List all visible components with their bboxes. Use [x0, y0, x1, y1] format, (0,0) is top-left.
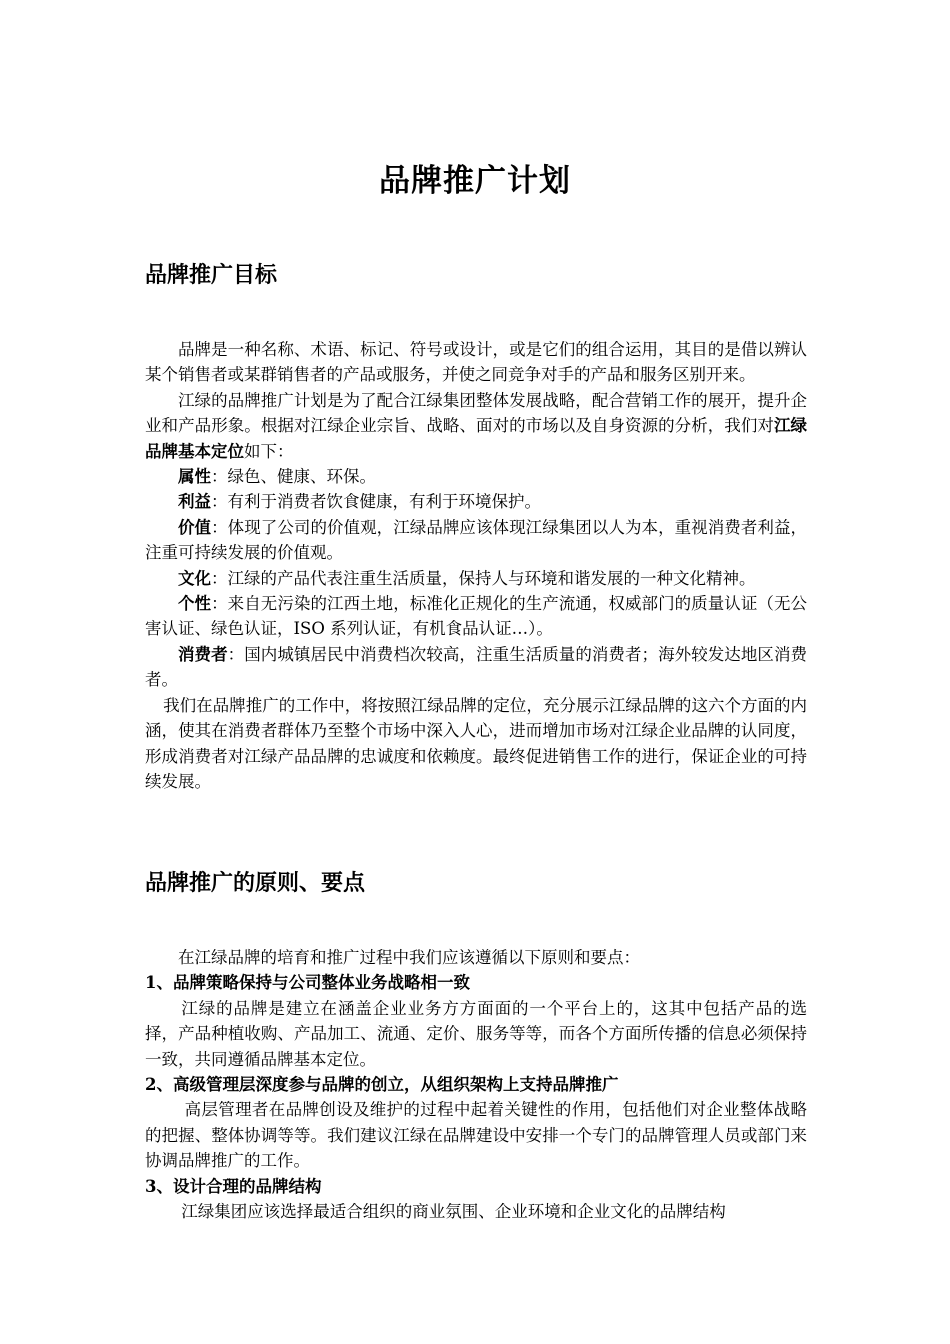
item-label: 价值 — [178, 517, 212, 537]
paragraph-text: 江绿的品牌推广计划是为了配合江绿集团整体发展战略，配合营销工作的展开，提升企业和产品形象。根据对江绿企业宗旨、战略、面对的市场以及自身资源的分析，我们对 — [145, 390, 807, 436]
item-sep: ： — [211, 517, 228, 537]
section-heading-principles: 品牌推广的原则、要点 — [145, 871, 366, 896]
paragraph: 品牌是一种名称、术语、标记、符号或设计，或是它们的组合运用，其目的是借以辨认某个销售者或某群销售者的产品或服务，并使之同竞争对手的产品和服务区别开来。 — [145, 340, 807, 385]
positioning-item — [145, 591, 807, 642]
item-label: 消费者 — [178, 644, 228, 664]
item-text: 国内城镇居民中消费档次较高，注重生活质量的消费者；海外较发达地区消费者。 — [145, 644, 808, 690]
emphasis: 江绿品牌基本定位 — [145, 416, 808, 461]
paragraph-text: 如下： — [244, 441, 294, 461]
paragraph: 江绿的品牌是建立在涵盖企业业务方方面面的一个平台上的，这其中包括产品的选择，产品种植收购、产品加工、流通、定价、服务等等，而各个方面所传播的信息必须保持一致，共同遵循品牌基本定位。 — [145, 998, 807, 1069]
section-heading-goals: 品牌推广目标 — [145, 263, 278, 288]
item-text: 江绿的产品代表注重生活质量，保持人与环境和谐发展的一种文化精神。 — [227, 568, 756, 588]
positioning-item — [145, 642, 807, 693]
principle-heading: 2、高级管理层深度参与品牌的创立，从组织架构上支持品牌推广 — [145, 1075, 619, 1095]
positioning-item — [145, 515, 807, 566]
positioning-item — [145, 464, 807, 489]
item-sep: ： — [211, 492, 228, 512]
paragraph — [145, 388, 807, 464]
item-label: 利益 — [178, 492, 211, 512]
item-text: 有利于消费者饮食健康，有利于环境保护。 — [227, 492, 541, 512]
page-title: 品牌推广计划 — [379, 163, 571, 199]
paragraph: 在江绿品牌的培育和推广过程中我们应该遵循以下原则和要点： — [178, 948, 640, 967]
item-label: 个性 — [178, 594, 212, 614]
item-label: 属性 — [178, 467, 211, 487]
section-goals-body — [145, 337, 807, 794]
positioning-item — [145, 566, 807, 591]
item-text: 来自无污染的江西土地，标准化正规化的生产流通，权威部门的质量认证（无公害认证、绿色认证，ISO 系列认证，有机食品认证…）。 — [145, 594, 808, 639]
principle-heading: 1、品牌策略保持与公司整体业务战略相一致 — [145, 973, 470, 993]
section-principles-body — [145, 945, 807, 1224]
item-label: 文化 — [178, 568, 211, 588]
positioning-item — [145, 489, 807, 514]
paragraph: 高层管理者在品牌创设及维护的过程中起着关键性的作用，包括他们对企业整体战略的把握、整体协调等等。我们建议江绿在品牌建设中安排一个专门的品牌管理人员或部门来协调品牌推广的工作。 — [145, 1100, 807, 1171]
paragraph: 江绿集团应该选择最适合组织的商业氛围、企业环境和企业文化的品牌结构 — [181, 1202, 726, 1222]
item-sep: ： — [211, 594, 228, 614]
item-sep: ： — [227, 644, 245, 664]
item-text: 绿色、健康、环保。 — [227, 467, 376, 487]
item-sep: ： — [211, 568, 228, 588]
item-text: 体现了公司的价值观，江绿品牌应该体现江绿集团以人为本，重视消费者利益，注重可持续发展的价值观。 — [145, 517, 808, 563]
item-sep: ： — [211, 467, 228, 487]
principle-heading: 3、设计合理的品牌结构 — [145, 1176, 322, 1196]
paragraph: 我们在品牌推广的工作中，将按照江绿品牌的定位，充分展示江绿品牌的这六个方面的内涵，使其在消费者群体乃至整个市场中深入人心，进而增加市场对江绿企业品牌的认同度，形成消费者对江绿产品品牌的忠诚度和依赖度。最终促进销售工作的进行，保证企业的可持续发展。 — [145, 695, 807, 791]
